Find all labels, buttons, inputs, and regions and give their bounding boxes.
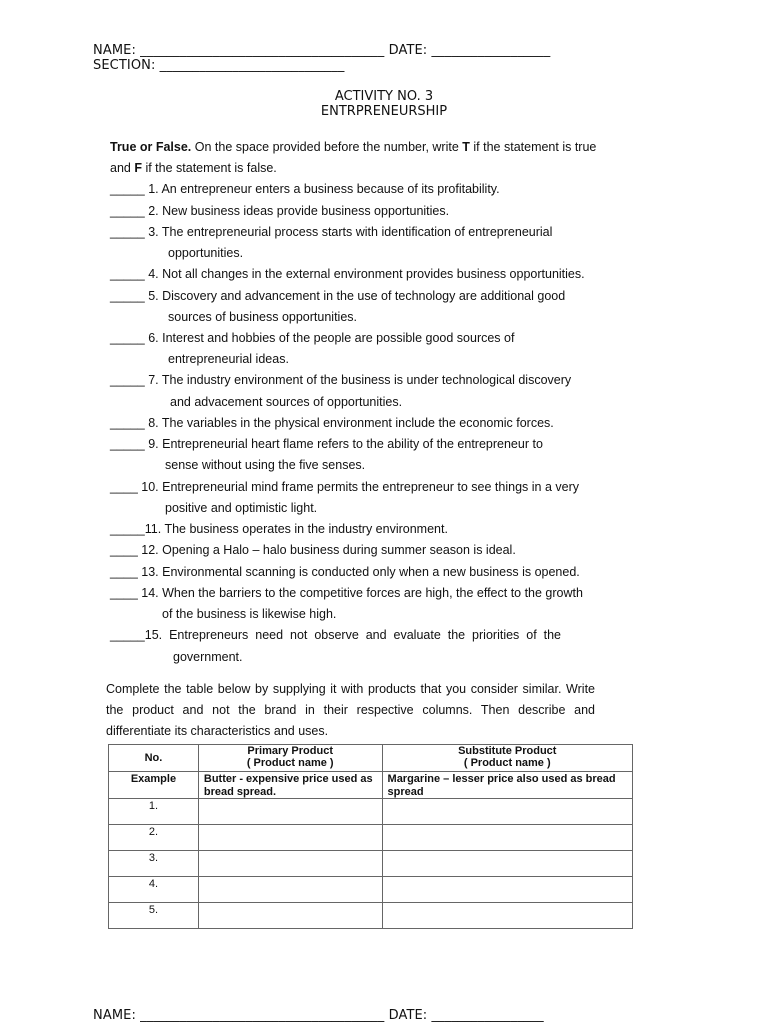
activity-number: ACTIVITY NO. 3 xyxy=(334,89,434,104)
substitute-cell[interactable] xyxy=(382,877,632,903)
question-6: _____ 6. Interest and hobbies of the people are possible good sources of xyxy=(110,331,515,345)
question-15: _____15. Entrepreneurs need not observe and evaluate the priorities of the xyxy=(110,628,561,642)
instruction-heading: True or False. xyxy=(110,140,192,154)
question-7-cont: and advacement sources of opportunities. xyxy=(170,395,403,409)
question-14-cont: of the business is likewise high. xyxy=(162,607,337,621)
table-row xyxy=(109,825,633,851)
activity-title: ENTRPRENEURSHIP xyxy=(320,104,448,119)
question-1: _____ 1. An entrepreneur enters a business because of its profitability. xyxy=(110,182,500,196)
example-label: Example xyxy=(109,772,199,799)
substitute-cell[interactable] xyxy=(382,851,632,877)
substitute-cell[interactable] xyxy=(382,799,632,825)
question-4: _____ 4. Not all changes in the external environment provides business opportunities. xyxy=(110,267,585,281)
example-primary: Butter - expensive price used as bread spread. xyxy=(198,772,382,799)
header-primary-l1: Primary Product xyxy=(247,745,333,757)
table-row xyxy=(109,799,633,825)
instruction-text-1: On the space provided before the number, write xyxy=(191,140,463,154)
table-row xyxy=(109,877,633,903)
substitute-cell[interactable] xyxy=(382,903,632,929)
question-15-cont: government. xyxy=(173,650,243,664)
question-12: ____ 12. Opening a Halo – halo business during summer season is ideal. xyxy=(110,543,516,557)
header-substitute-l2: ( Product name ) xyxy=(463,757,551,769)
header-primary xyxy=(198,745,382,772)
question-11: _____11. The business operates in the industry environment. xyxy=(110,522,448,536)
footer-name-date-line: NAME: _____________________________________ DATE: _________________ xyxy=(93,1008,544,1023)
primary-cell[interactable] xyxy=(198,903,382,929)
primary-cell[interactable] xyxy=(198,877,382,903)
instructions xyxy=(110,137,605,179)
header-no: No. xyxy=(109,745,199,772)
instruction-text-2: if the statement is true and xyxy=(110,140,597,175)
question-10: ____ 10. Entrepreneurial mind frame permits the entrepreneur to see things in a very xyxy=(110,480,580,494)
table-header-row xyxy=(109,745,633,772)
instruction-t: T xyxy=(462,140,470,154)
question-5: _____ 5. Discovery and advancement in the use of technology are additional good xyxy=(110,289,566,303)
instruction-text-3: if the statement is false. xyxy=(141,161,277,175)
question-5-cont: sources of business opportunities. xyxy=(168,310,357,324)
primary-cell[interactable] xyxy=(198,825,382,851)
row-number: 1. xyxy=(109,799,199,825)
question-9: _____ 9. Entrepreneurial heart flame refers to the ability of the entrepreneur to xyxy=(110,437,543,451)
question-8: _____ 8. The variables in the physical environment include the economic forces. xyxy=(110,416,554,430)
name-date-line: NAME: _____________________________________ DATE: __________________ xyxy=(93,43,551,58)
question-9-cont: sense without using the five senses. xyxy=(165,458,366,472)
header-substitute xyxy=(382,745,632,772)
row-number: 3. xyxy=(109,851,199,877)
row-number: 5. xyxy=(109,903,199,929)
instruction-f: F xyxy=(134,161,142,175)
question-14: ____ 14. When the barriers to the competitive forces are high, the effect to the growth xyxy=(110,586,583,600)
substitute-cell[interactable] xyxy=(382,825,632,851)
row-number: 4. xyxy=(109,877,199,903)
example-substitute: Margarine – lesser price also used as bread spread xyxy=(382,772,632,799)
products-table xyxy=(108,744,633,929)
question-6-cont: entrepreneurial ideas. xyxy=(168,352,289,366)
question-10-cont: positive and optimistic light. xyxy=(165,501,318,515)
question-7: _____ 7. The industry environment of the business is under technological discovery xyxy=(110,373,572,387)
section-line: SECTION: ____________________________ xyxy=(93,58,345,73)
row-number: 2. xyxy=(109,825,199,851)
example-row xyxy=(109,772,633,799)
question-13: ____ 13. Environmental scanning is conducted only when a new business is opened. xyxy=(110,565,580,579)
table-instructions: Complete the table below by supplying it with products that you consider similar. Write the product and not the brand in their respective columns. Then describe and differentiate its characteristics and uses. xyxy=(106,682,595,738)
question-3-cont: opportunities. xyxy=(168,246,244,260)
header-primary-l2: ( Product name ) xyxy=(246,757,334,769)
primary-cell[interactable] xyxy=(198,799,382,825)
primary-cell[interactable] xyxy=(198,851,382,877)
table-row xyxy=(109,903,633,929)
header-substitute-l1: Substitute Product xyxy=(458,745,557,757)
question-2: _____ 2. New business ideas provide business opportunities. xyxy=(110,204,450,218)
table-row xyxy=(109,851,633,877)
question-3: _____ 3. The entrepreneurial process starts with identification of entrepreneurial xyxy=(110,225,553,239)
